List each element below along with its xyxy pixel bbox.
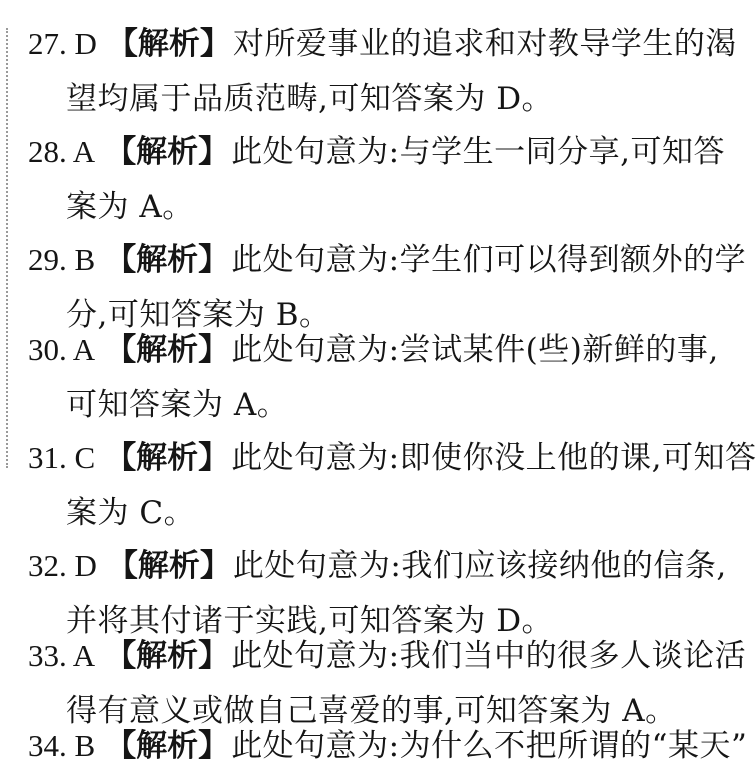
answer-number: 28. A <box>28 134 96 169</box>
binding-margin-dotted-line <box>6 28 8 468</box>
answer-number: 34. B <box>28 728 96 763</box>
analysis-text: 此处句意为:学生们可以得到额外的学 <box>231 242 747 278</box>
analysis-text: 此处句意为:与学生一同分享,可知答 <box>231 134 725 170</box>
analysis-text-continued: 可知答案为 A。 <box>66 387 289 423</box>
analysis-tag: 【解析】 <box>105 134 230 170</box>
answer-number: 32. D <box>28 548 97 583</box>
analysis-text: 此处句意为:我们应该接纳他的信条, <box>232 548 727 584</box>
answer-number: 30. A <box>28 332 96 367</box>
analysis-text-continued: 案为 A。 <box>66 189 194 225</box>
answer-number: 33. A <box>28 638 96 673</box>
answer-number: 29. B <box>28 242 96 277</box>
answer-entry-27 <box>28 16 740 127</box>
answer-number: 31. C <box>28 440 96 475</box>
analysis-text: 此处句意为:即使你没上他的课,可知答 <box>231 440 756 476</box>
analysis-text-continued: 望均属于品质范畴,可知答案为 D。 <box>66 81 554 117</box>
analysis-text-continued: 案为 C。 <box>66 495 196 531</box>
answer-entry-28 <box>28 124 740 235</box>
answer-number: 27. D <box>28 26 97 61</box>
analysis-text: 对所爱事业的追求和对教导学生的渴 <box>232 26 737 62</box>
analysis-tag: 【解析】 <box>105 242 230 278</box>
analysis-text-continued: 分,可知答案为 B。 <box>66 297 331 333</box>
analysis-tag: 【解析】 <box>105 728 230 764</box>
analysis-tag: 【解析】 <box>105 332 230 368</box>
analysis-text-continued: 得有意义或做自己喜爱的事,可知答案为 A。 <box>66 693 677 729</box>
analysis-tag: 【解析】 <box>105 440 230 476</box>
analysis-text: 此处句意为:尝试某件(些)新鲜的事, <box>231 332 719 368</box>
answer-entry-31 <box>28 430 756 541</box>
analysis-text: 此处句意为:我们当中的很多人谈论活 <box>231 638 747 674</box>
answer-entry-34 <box>28 718 748 772</box>
analysis-tag: 【解析】 <box>106 548 231 584</box>
analysis-tag: 【解析】 <box>105 638 230 674</box>
analysis-text: 此处句意为:为什么不把所谓的“某天” <box>231 728 748 764</box>
answer-entry-30 <box>28 322 740 433</box>
analysis-text-continued: 并将其付诸于实践,可知答案为 D。 <box>66 603 554 639</box>
analysis-tag: 【解析】 <box>106 26 231 62</box>
